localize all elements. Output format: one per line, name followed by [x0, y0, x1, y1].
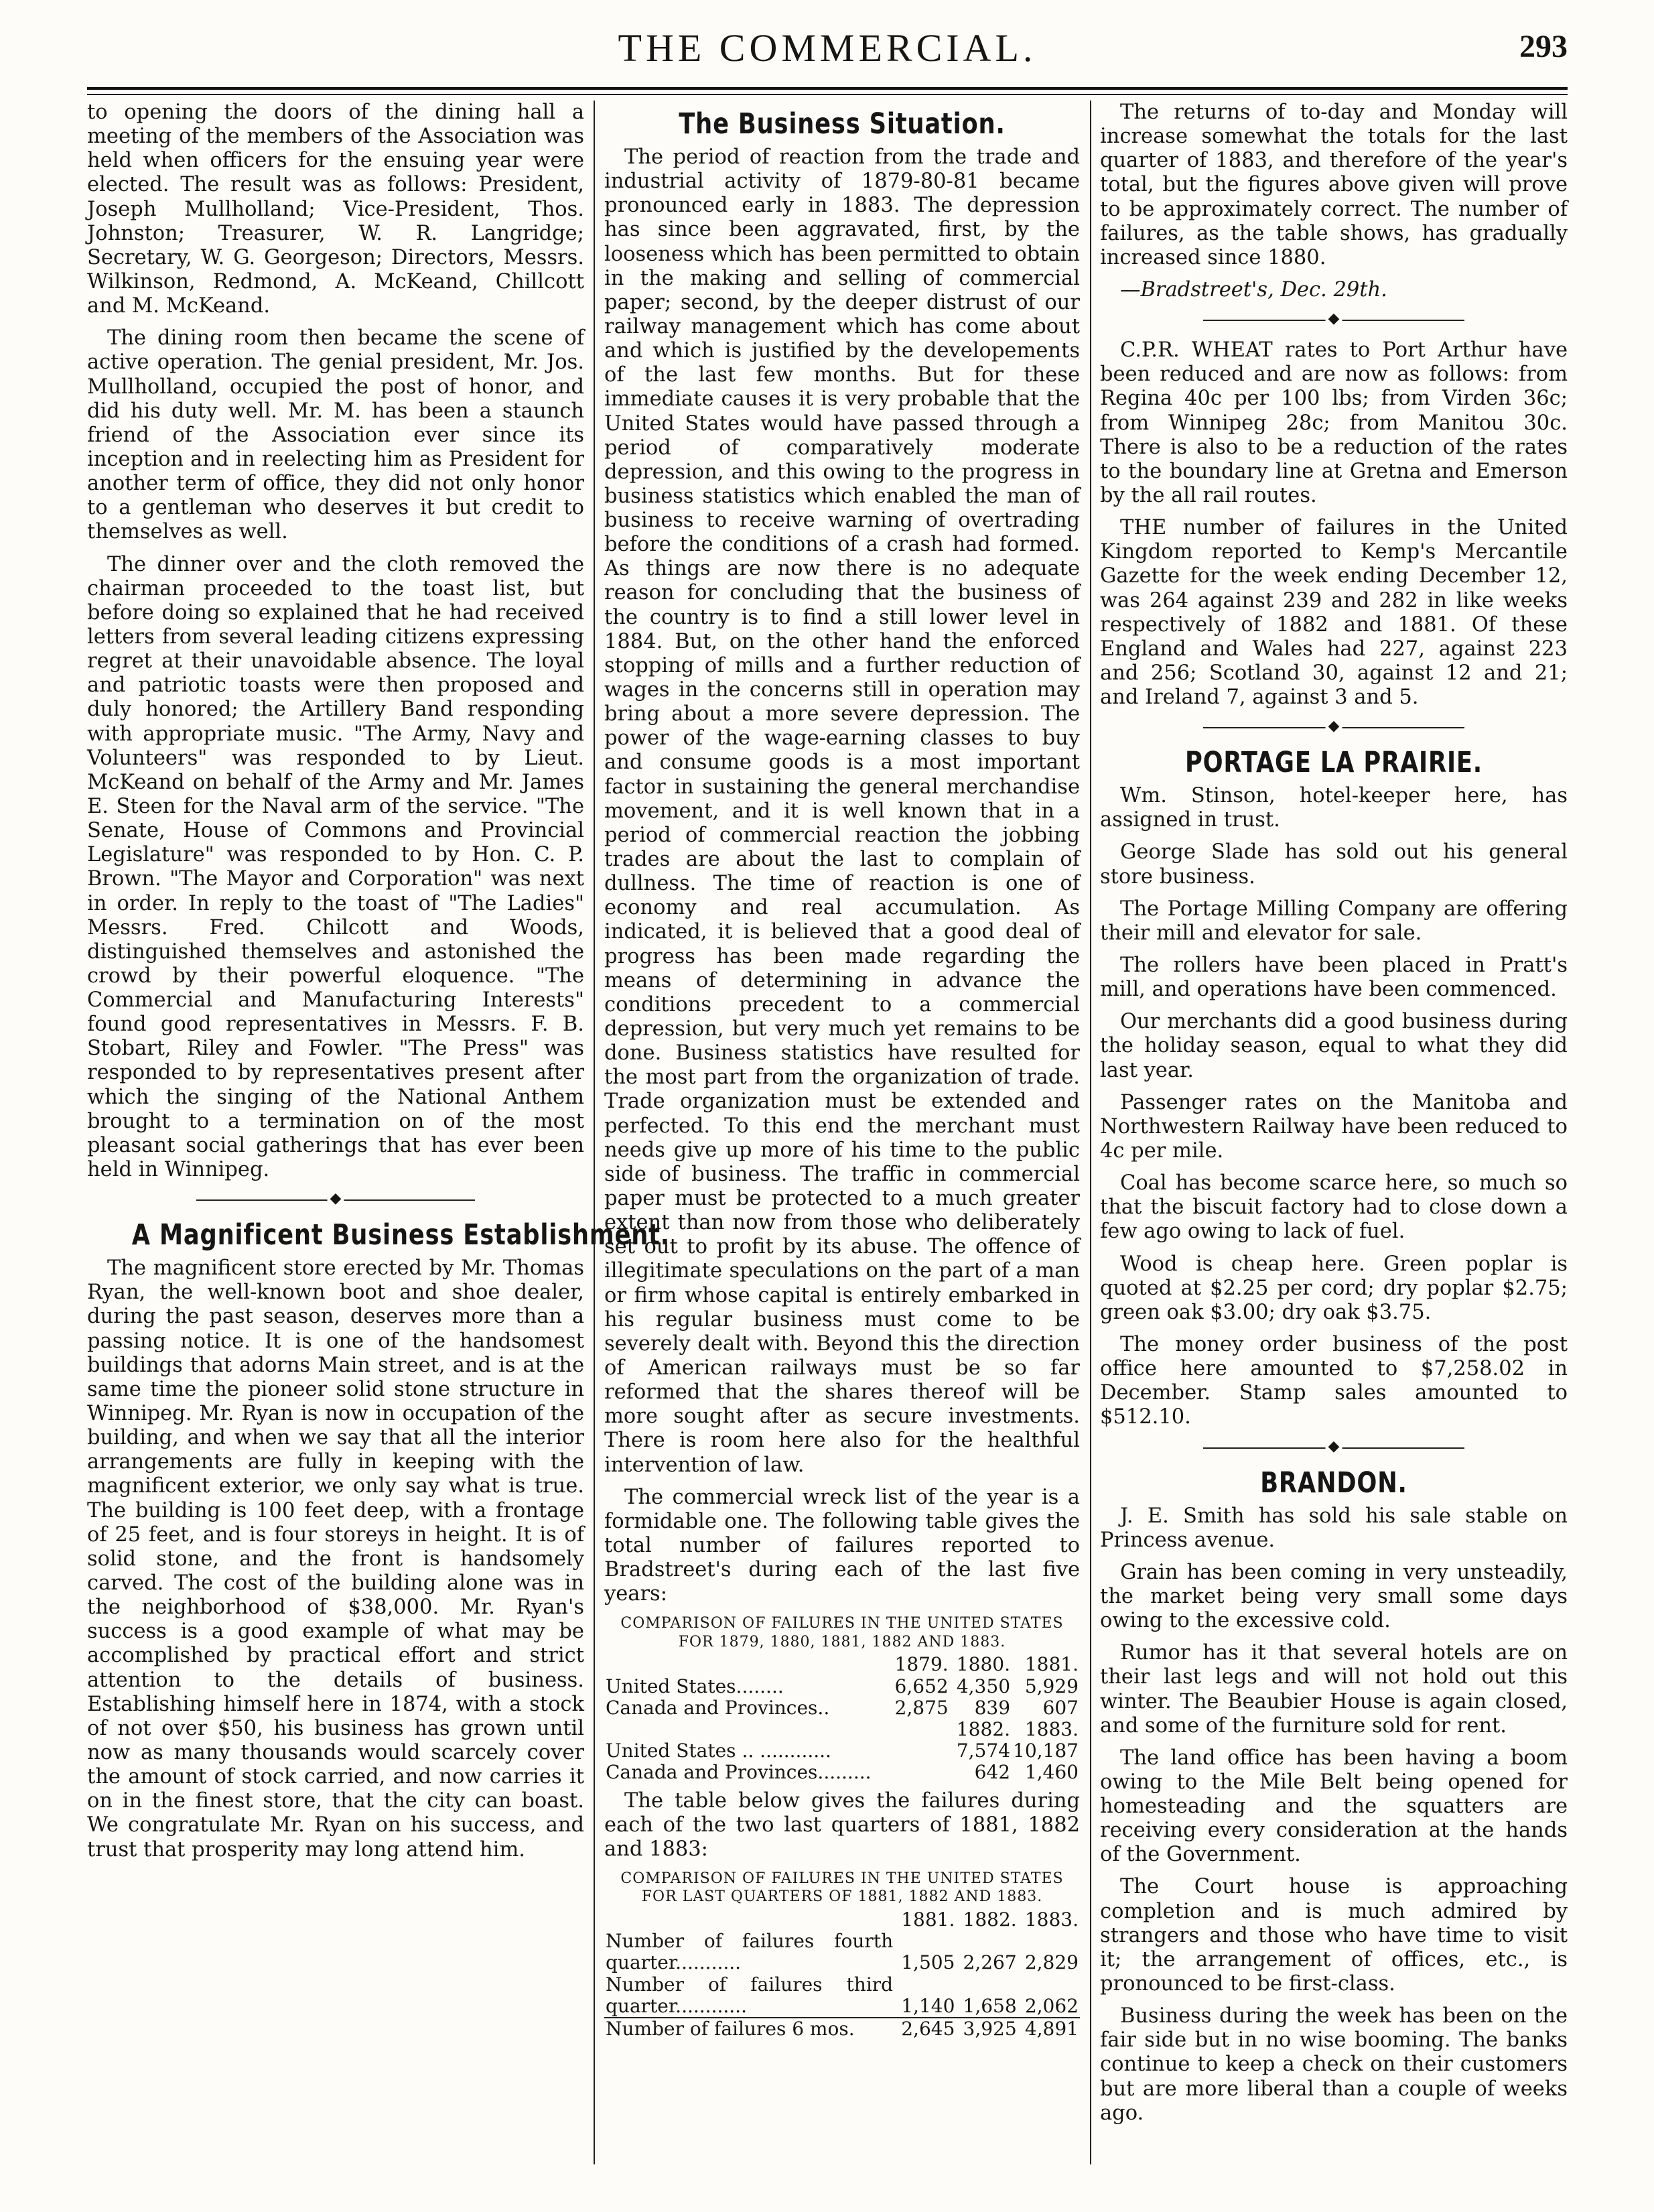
- table-row: [604, 1762, 1080, 1783]
- cell: 2,645: [894, 2018, 956, 2040]
- page-header: [87, 17, 1568, 84]
- header-rule-thin: [87, 94, 1568, 95]
- year-header: 1880.: [956, 1653, 1011, 1676]
- cell: 2,875: [894, 1696, 949, 1719]
- news-item: Wood is cheap here. Green poplar is quoted at $2.25 per cord; dry poplar $2.75; green oak $3.00; dry oak $3.75.: [1100, 1252, 1568, 1324]
- cell: 5,929: [1024, 1675, 1079, 1697]
- news-item: Rumor has it that several hotels are on their last legs and will not hold out this winter. The Beaubier House is again closed, and some of the furniture sold for rent.: [1100, 1641, 1568, 1738]
- ornament-separator: [1100, 1438, 1568, 1458]
- year-header: 1881.: [901, 1908, 955, 1931]
- cell: 3,925: [956, 2018, 1018, 2040]
- news-item: The Court house is approaching completion and is much admired by strangers and those who have time to visit it; the arrangement of offices, etc., is pronounced to be first-class.: [1100, 1875, 1568, 1996]
- failures-table-annual: [604, 1654, 1080, 1783]
- section-heading: PORTAGE LA PRAIRIE.: [1184, 746, 1483, 780]
- news-item: The rollers have been placed in Pratt's mill, and operations have been commenced.: [1100, 954, 1568, 1002]
- news-item: Our merchants did a good business during the holiday season, equal to what they did last year.: [1100, 1010, 1568, 1082]
- paragraph: C.P.R. WHEAT rates to Port Arthur have been reduced and are now as follows: from Regina 40c per 100 lbs; from Virden 36c; from Winnipeg 28c; from Manitou 30c. There is also to be a reduction of the rates to the boundary line at Gretna and Emerson by the all rail routes.: [1100, 338, 1568, 507]
- news-item: Grain has been coming in very unsteadily, the market being very small some days owing to the excessive cold.: [1100, 1560, 1568, 1633]
- paragraph: THE number of failures in the United Kingdom reported to Kemp's Mercantile Gazette for the week ending December 12, was 264 against 239 and 282 in like weeks respectively of 1882 and 1881. Of these England and Wales had 227, against 223 and 256; Scotland 30, against 12 and 21; and Ireland 7, against 3 and 5.: [1100, 516, 1568, 710]
- table-row: [604, 1676, 1080, 1697]
- news-item: George Slade has sold out his general store business.: [1100, 840, 1568, 889]
- cell: 2,267: [963, 1951, 1017, 1974]
- news-item: Coal has become scarce here, so much so that the biscuit factory had to close down a few ago owing to lack of fuel.: [1100, 1171, 1568, 1244]
- cell: 1,658: [963, 1994, 1017, 2017]
- ornament-separator: [87, 1190, 584, 1210]
- cell: 642: [974, 1761, 1011, 1784]
- cell: 2,829: [1024, 1951, 1079, 1974]
- row-label: Canada and Provinces.........: [606, 1761, 872, 1784]
- table-header-row: [604, 1719, 1080, 1740]
- row-label: Canada and Provinces..: [606, 1696, 830, 1719]
- cell: 10,187: [1013, 1740, 1079, 1762]
- page-number: 293: [1519, 29, 1568, 64]
- year-header: 1882.: [956, 1717, 1011, 1740]
- column-right: [1100, 101, 1568, 2164]
- column-middle: [604, 101, 1080, 2164]
- cell: 7,574: [956, 1740, 1011, 1762]
- table-row: [604, 1931, 1080, 1973]
- paragraph: to opening the doors of the dining hall a meeting of the members of the Association was held when officers for the ensuing year were elected. The result was as follows: President, Joseph Mullholland; Vice-President, Thos. Johnston; Treasurer, W. R. Langridge; Secretary, W. G. Georgeson; Directors, Messrs. Wilkinson, Redmond, A. McKeand, Chillcott and M. McKeand.: [87, 101, 584, 318]
- year-header: 1883.: [1024, 1908, 1079, 1931]
- table-row: [604, 1697, 1080, 1719]
- news-item: The money order business of the post office here amounted to $7,258.02 in December. Stamp sales amounted to $512.10.: [1100, 1333, 1568, 1429]
- table-header-row: [604, 1654, 1080, 1675]
- article-heading: The Business Situation.: [679, 107, 1006, 141]
- section-heading: BRANDON.: [1260, 1466, 1407, 1500]
- table-caption-line: COMPARISON OF FAILURES IN THE UNITED STATES: [620, 1870, 1064, 1887]
- row-label: United States........: [606, 1675, 784, 1697]
- attribution: —Bradstreet's, Dec. 29th.: [1120, 277, 1387, 302]
- news-item: Wm. Stinson, hotel-keeper here, has assigned in trust.: [1100, 784, 1568, 832]
- year-header: 1879.: [894, 1653, 949, 1676]
- news-item: Business during the week has been on the fair side but in no wise booming. The banks continue to keep a check on their customers but are more liberal than a couple of weeks ago.: [1100, 2004, 1568, 2125]
- paragraph: The magnificent store erected by Mr. Thomas Ryan, the well-known boot and shoe dealer, during the past season, deserves more than a passing notice. It is one of the handsomest buildings that adorns Main street, and is at the same time the pioneer solid stone structure in Winnipeg. Mr. Ryan is now in occupation of the building, and when we say that all the interior arrangements are fully in keeping with the magnificent exterior, we only say what is true. The building is 100 feet deep, with a frontage of 25 feet, and is four storeys in height. It is of solid stone, and the front is handsomely carved. The cost of the building alone was in the neighborhood of $38,000. Mr. Ryan's success is a good example of what may be accomplished by practical effort and strict attention to the details of business. Establishing himself here in 1874, with a stock of not over $50, his business has grown until now as many thousands would scarcely cover the amount of stock carried, and now carries it on in the finest store, that the city can boast. We congratulate Mr. Ryan on his success, and trust that prosperity may long attend him.: [87, 1256, 584, 1862]
- masthead-title: THE COMMERCIAL.: [618, 26, 1037, 70]
- news-item: The Portage Milling Company are offering their mill and elevator for sale.: [1100, 897, 1568, 945]
- header-rule: [87, 87, 1568, 90]
- news-item: J. E. Smith has sold his sale stable on Princess avenue.: [1100, 1504, 1568, 1552]
- cell: 2,062: [1024, 1994, 1079, 2017]
- paragraph: The table below gives the failures during each of the two last quarters of 1881, 1882 and 1883:: [604, 1788, 1080, 1861]
- paragraph: The dining room then became the scene of active operation. The genial president, Mr. Jos. Mullholland, occupied the post of honor, and did his duty well. Mr. M. has been a staunch friend of the Association ever since its inception and in reelecting him as President for another term of office, they did not only honor to a gentleman who deserves it but credit to themselves as well.: [87, 326, 584, 544]
- ornament-separator: [1100, 718, 1568, 738]
- year-header: 1883.: [1024, 1717, 1079, 1740]
- ornament-separator: [1100, 310, 1568, 330]
- table-caption: [604, 1870, 1080, 1906]
- cell: 1,140: [901, 1994, 955, 2017]
- table-row: [604, 1740, 1080, 1762]
- table-row: [604, 1974, 1080, 2018]
- paragraph: The period of reaction from the trade and industrial activity of 1879-80-81 became pronounced early in 1883. The depression has since been aggravated, first, by the looseness which has been permitted to obtain in the making and selling of commercial paper; second, by the deeper distrust of our railway management which has come about and which is justified by the developements of the last few months. But for these immediate causes it is very probable that the United States would have passed through a period of comparatively moderate depression, and this owing to the progress in business statistics which enabled the man of business to receive warning of overtrading before the conditions of a crash had formed. As things are now there is no adequate reason for concluding that the business of the country is to find a still lower level in 1884. But, on the other hand the enforced stopping of mills and a further reduction of wages in the concerns still in operation may bring about a more severe depression. The power of the wage-earning classes to buy and consume goods is a most important factor in sustaining the general merchandise movement, and it is well known that in a period of commercial reaction the jobbing trades are about the last to complain of dullness. The time of reaction is one of economy and real accumulation. As indicated, it is believed that a good deal of progress has been made regarding the means of determining in advance the conditions precedent to a commercial depression, but very much yet remains to be done. Business statistics have resulted for the most part from the organization of trade. Trade organization must be extended and perfected. To this end the merchant must needs give up more of his time to the public side of business. The traffic in commercial paper must be protected to a much greater extent than now from those who deliberately set out to profit by its abuse. The offence of illegitimate speculations on the part of a man or firm whose capital is entirely embarked in his regular business must come to be severely dealt with. Beyond this the direction of American railways must be so far reformed that the shares thereof will be more sought after as secure investments. There is room here also for the healthful intervention of law.: [604, 145, 1080, 1477]
- table-caption-line: COMPARISON OF FAILURES IN THE UNITED STATES: [620, 1615, 1064, 1632]
- cell: 4,891: [1018, 2018, 1080, 2040]
- column-divider: [594, 101, 595, 2164]
- paragraph: The returns of to-day and Monday will increase somewhat the totals for the last quarter of 1883, and therefore of the year's total, but the figures above given will prove to be approximately correct. The number of failures, as the table shows, has gradually increased since 1880.: [1100, 101, 1568, 269]
- table-caption-line: FOR LAST QUARTERS OF 1881, 1882 AND 1883.: [641, 1888, 1043, 1906]
- news-item: Passenger rates on the Manitoba and Northwestern Railway have been reduced to 4c per mile.: [1100, 1090, 1568, 1163]
- cell: 6,652: [894, 1675, 949, 1697]
- cell: 839: [974, 1696, 1011, 1719]
- cell: 607: [1042, 1696, 1079, 1719]
- table-total-row: [604, 2018, 1080, 2040]
- row-label: Number of failures fourth quarter...........: [606, 1930, 894, 1974]
- failures-table-quarterly: [604, 1909, 1080, 2040]
- cell: 1,505: [901, 1951, 955, 1974]
- table-caption-line: FOR 1879, 1880, 1881, 1882 AND 1883.: [678, 1633, 1006, 1650]
- column-divider: [1090, 101, 1091, 2164]
- cell: 4,350: [956, 1675, 1011, 1697]
- table-header-row: [604, 1909, 1080, 1931]
- row-label: Number of failures third quarter............: [606, 1973, 894, 2017]
- year-header: 1881.: [1024, 1653, 1079, 1676]
- table-caption: [604, 1614, 1080, 1651]
- row-label: Number of failures 6 mos.: [604, 2018, 894, 2040]
- news-item: The land office has been having a boom owing to the Mile Belt being opened for homesteading and the squatters are receiving every consideration at the hands of the Government.: [1100, 1746, 1568, 1867]
- year-header: 1882.: [963, 1908, 1017, 1931]
- row-label: United States .. ............: [606, 1740, 831, 1762]
- article-heading: A Magnificent Business Establishment.: [131, 1218, 671, 1252]
- cell: 1,460: [1024, 1761, 1079, 1784]
- column-left: [87, 101, 671, 2164]
- paragraph: The dinner over and the cloth removed the chairman proceeded to the toast list, but before doing so explained that he had received letters from several leading citizens expressing regret at their unavoidable absence. The loyal and patriotic toasts were then proposed and duly honored; the Artillery Band responding with appropriate music. "The Army, Navy and Volunteers" was responded to by Lieut. McKeand on behalf of the Army and Mr. James E. Steen for the Naval arm of the service. "The Senate, House of Commons and Provincial Legislature" was responded to by Hon. C. P. Brown. "The Mayor and Corporation" was next in order. In reply to the toast of "The Ladies" Messrs. Fred. Chilcott and Woods, distinguished themselves and astonished the crowd by their powerful eloquence. "The Commercial and Manufacturing Interests" found good representatives in Messrs. F. B. Stobart, Riley and Fowler. "The Press" was responded to by representatives present after which the singing of the National Anthem brought to a termination on of the most pleasant social gatherings that has ever been held in Winnipeg.: [87, 552, 584, 1182]
- paragraph: The commercial wreck list of the year is a formidable one. The following table gives the total number of failures reported to Bradstreet's during each of the last five years:: [604, 1485, 1080, 1606]
